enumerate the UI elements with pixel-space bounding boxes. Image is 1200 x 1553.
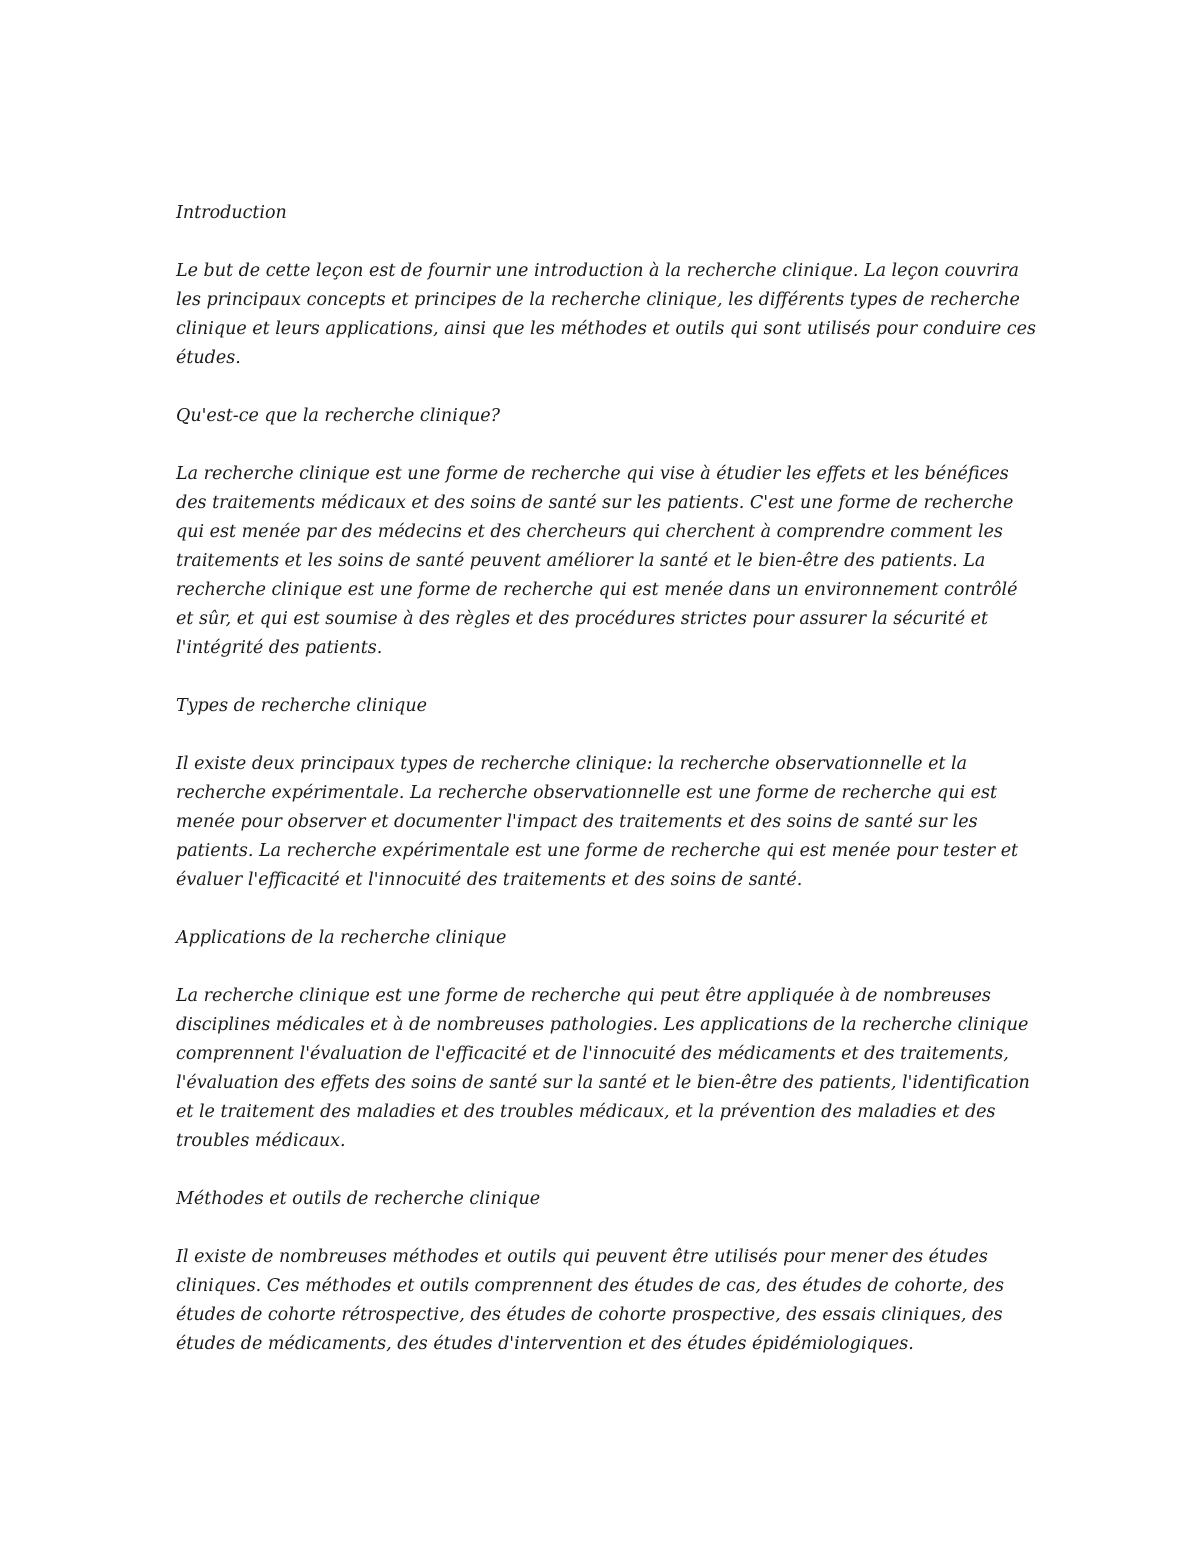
document-page	[176, 199, 1036, 1388]
heading-types: Types de recherche clinique	[176, 696, 427, 716]
heading-introduction: Introduction	[176, 203, 287, 223]
paragraph-types: Il existe deux principaux types de recherche clinique: la recherche observationnelle et la recherche expérimentale. La recherche observationnelle est une forme de recherche qui est menée pour observer et documenter l'impact des traitements et des soins de santé sur les patients. La recherche expérimentale est une forme de recherche qui est menée pour tester et évaluer l'efficacité et l'innocuité des traitements et des soins de santé.	[176, 754, 1019, 890]
paragraph-methods: Il existe de nombreuses méthodes et outils qui peuvent être utilisés pour mener des études cliniques. Ces méthodes et outils comprennent des études de cas, des études de cohorte, des études de cohorte rétrospective, des études de cohorte prospective, des essais cliniques, des études de médicaments, des études d'intervention et des études épidémiologiques.	[176, 1247, 1005, 1354]
paragraph-what-is-clinical-research: La recherche clinique est une forme de recherche qui vise à étudier les effets et les bénéfices des traitements médicaux et des soins de santé sur les patients. C'est une forme de recherche qui est menée par des médecins et des chercheurs qui cherchent à comprendre comment les traitements et les soins de santé peuvent améliorer la santé et le bien-être des patients. La recherche clinique est une forme de recherche qui est menée dans un environnement contrôlé et sûr, et qui est soumise à des règles et des procédures strictes pour assurer la sécurité et l'intégrité des patients.	[176, 464, 1018, 658]
heading-what-is-clinical-research: Qu'est-ce que la recherche clinique?	[176, 406, 500, 426]
heading-applications: Applications de la recherche clinique	[176, 928, 507, 948]
paragraph-introduction: Le but de cette leçon est de fournir une introduction à la recherche clinique. La leçon couvrira les principaux concepts et principes de la recherche clinique, les différents types de recherche clinique et leurs applications, ainsi que les méthodes et outils qui sont utilisés pour conduire ces études.	[176, 261, 1036, 368]
heading-methods: Méthodes et outils de recherche clinique	[176, 1189, 541, 1209]
paragraph-applications: La recherche clinique est une forme de recherche qui peut être appliquée à de nombreuses disciplines médicales et à de nombreuses pathologies. Les applications de la recherche clinique comprennent l'évaluation de l'efficacité et de l'innocuité des médicaments et des traitements, l'évaluation des effets des soins de santé sur la santé et le bien-être des patients, l'identification et le traitement des maladies et des troubles médicaux, et la prévention des maladies et des troubles médicaux.	[176, 986, 1030, 1151]
